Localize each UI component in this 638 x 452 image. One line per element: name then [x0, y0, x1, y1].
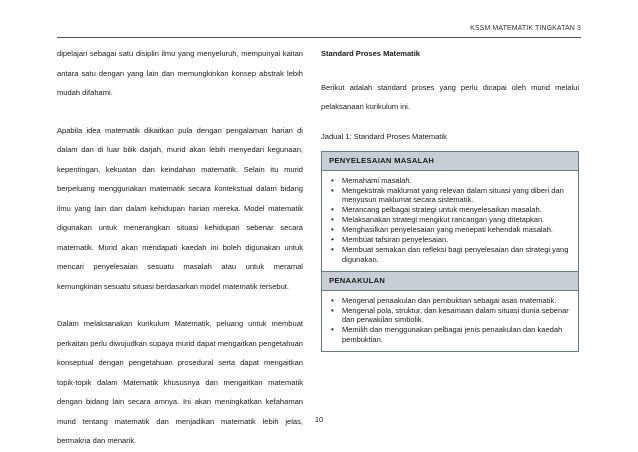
paragraph-daily-experience: Apabila idea matematik dikaitkan pula dengan pengalaman harian di dalam dan di luar bilik darjah, murid akan lebih menyedari kegunaan, kepentingan, kekuatan dan keindahan matematik. Selain itu murid berpeluang menggunakan matematik secara kontekstual dalam bidang ilmu yang lain dan dalam kehidupan harian mereka. Model matematik digunakan untuk menerangkan situasi kehidupan sebenar secara matematik. Murid akan mendapati kaedah ini boleh digunakan untuk mencari penyelesaian sesuatu masalah atau untuk meramal kemungkinan sesuatu situasi berdasarkan model matematik tersebut.	[57, 125, 303, 291]
table-row	[322, 290, 579, 351]
page-header	[0, 18, 638, 38]
problem-solving-list	[330, 176, 572, 265]
process-standards-table	[321, 151, 579, 352]
table-row	[322, 271, 579, 290]
list-item: • Memilih dan menggunakan pelbagai jenis penaakulan dan kaedah pembuktian.	[330, 325, 572, 344]
table-heading-reasoning: PENAAKULAN	[322, 271, 579, 290]
left-column	[57, 44, 303, 451]
table-row	[322, 170, 579, 271]
section-intro: Berikut adalah standard proses yang perlu dicapai oleh murid melalui pelaksanaan kurikulum ini.	[321, 82, 579, 111]
running-title: KSSM MATEMATIK TINGKATAN 3	[470, 25, 581, 32]
list-item: • Melaksanakan strategi mengikut rancangan yang ditetapkan.	[330, 215, 572, 225]
list-item: • Membuat tafsiran penyelesaian.	[330, 235, 572, 245]
paragraph-connections-intro: dipelajari sebagai satu disiplin ilmu yang menyeluruh, mempunyai kaitan antara satu dengan yang lain dan memungkinkan konsep abstrak lebih mudah difahami.	[57, 49, 303, 97]
header-rule	[57, 37, 581, 38]
list-item: • Membuat semakan dan refleksi bagi penyelesaian dan strategi yang digunakan.	[330, 245, 572, 264]
list-item: • Mengenal pola, struktur, dan kesamaan dalam situasi dunia sebenar dan perwakilan simbolik.	[330, 306, 572, 325]
paragraph-curriculum-connections: Dalam melaksanakan kurikulum Matematik, peluang untuk membuat perkaitan perlu diwujudkan supaya murid dapat mengaitkan pengetahuan konseptual dengan pengetahuan prosedural serta dapat mengaitkan topik-topik dalam Matematik khususnya dan mengaitkan matematik dengan bidang lain secara amnya. Ini akan meningkatkan kefahaman murid tentang matematik dan menjadikan matematik lebih jelas, bermakna dan menarik.	[57, 319, 303, 445]
table-caption: Jadual 1: Standard Proses Matematik	[321, 131, 447, 141]
right-column	[321, 44, 579, 352]
reasoning-cell	[322, 290, 579, 351]
table-row	[322, 151, 579, 170]
list-item: • Menghasilkan penyelesaian yang menepati kehendak masalah.	[330, 225, 572, 235]
problem-solving-cell	[322, 170, 579, 271]
list-item: • Mengekstrak maklumat yang relevan dalam situasi yang diberi dan menyusun maklumat secara sistematik.	[330, 186, 572, 205]
page-number: 10	[314, 415, 324, 424]
list-item: • Mengenal penaakulan dan pembuktian sebagai asas matematik.	[330, 296, 572, 306]
list-item: • Memahami masalah.	[330, 176, 572, 186]
table-heading-problem-solving: PENYELESAIAN MASALAH	[322, 151, 579, 170]
reasoning-list	[330, 296, 572, 345]
section-title: Standard Proses Matematik	[321, 49, 420, 58]
list-item: • Merancang pelbagai strategi untuk menyelesaikan masalah.	[330, 205, 572, 215]
